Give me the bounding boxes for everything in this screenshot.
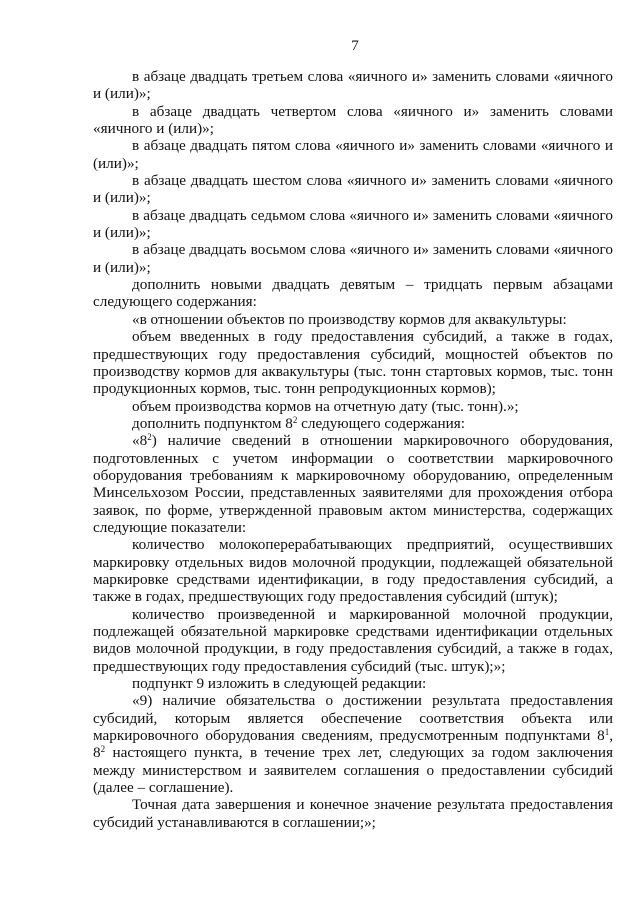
paragraph-text: дополнить новыми двадцать девятым – тридцать первым абзацами следующего содержания: bbox=[93, 276, 613, 311]
paragraph-text: подпункт 9 изложить в следующей редакции: bbox=[132, 675, 427, 693]
paragraph-text: количество произведенной и маркированной молочной продукции, подлежащей обязательной маркировке средствами идентификации отдельных видов молочной продукции, в году предоставления субсидий, а также в годах, предшествующих году предоставления субсидий (тыс. штук);»; bbox=[93, 605, 613, 675]
paragraph bbox=[93, 311, 613, 328]
paragraph bbox=[93, 207, 613, 242]
superscript: 2 bbox=[147, 432, 152, 443]
paragraph-text: следующего содержания: bbox=[297, 414, 465, 432]
paragraph bbox=[93, 137, 613, 172]
page-number: 7 bbox=[351, 38, 359, 54]
paragraph bbox=[93, 606, 613, 675]
paragraph-text: дополнить подпунктом 8 bbox=[132, 414, 293, 432]
paragraph bbox=[93, 432, 613, 536]
paragraph-text: , 8 bbox=[93, 727, 613, 762]
paragraph bbox=[93, 103, 613, 138]
paragraph-text: «9) наличие обязательства о достижении результата предоставления субсидий, которым является обеспечение соответствия объекта или маркировочного оборудования сведениям, предусмотренным подпунктами 8 bbox=[93, 692, 613, 745]
paragraph bbox=[93, 172, 613, 207]
paragraph-text: «в отношении объектов по производству кормов для аквакультуры: bbox=[132, 310, 567, 328]
paragraph bbox=[93, 328, 613, 397]
paragraph bbox=[93, 536, 613, 605]
paragraph-text: объем введенных в году предоставления субсидий, а также в годах, предшествующих году предоставления субсидий, мощностей объектов по производству кормов для аквакультуры (тыс. тонн стартовых кормов, тыс. тонн продукционных кормов, тыс. тонн репродукционных кормов); bbox=[93, 328, 613, 398]
paragraph-text: в абзаце двадцать шестом слова «яичного и» заменить словами «яичного и (или)»; bbox=[93, 172, 613, 207]
paragraph-text: в абзаце двадцать третьем слова «яичного и» заменить словами «яичного и (или)»; bbox=[93, 68, 613, 103]
paragraph-text: количество молокоперерабатывающих предприятий, осуществивших маркировку отдельных видов молочной продукции, подлежащей обязательной маркировке средствами идентификации, в году предоставления субсидий, а также в годах, предшествующих году предоставления субсидий (штук); bbox=[93, 536, 613, 606]
superscript: 1 bbox=[604, 727, 610, 738]
paragraph bbox=[93, 276, 613, 311]
paragraph-text: «8 bbox=[132, 432, 148, 450]
paragraph bbox=[93, 415, 613, 432]
paragraph-text: Точная дата завершения и конечное значение результата предоставления субсидий устанавливаются в соглашении;»; bbox=[93, 796, 613, 831]
paragraph-text: настоящего пункта, в течение трех лет, следующих за годом заключения между министерством и заявителем соглашения о предоставлении субсидий (далее – соглашение). bbox=[93, 744, 613, 797]
paragraph-text: объем производства кормов на отчетную дату (тыс. тонн).»; bbox=[132, 397, 519, 415]
superscript: 2 bbox=[100, 744, 106, 755]
paragraph-text: в абзаце двадцать восьмом слова «яичного и» заменить словами «яичного и (или)»; bbox=[93, 241, 613, 276]
document-body bbox=[93, 68, 613, 831]
paragraph-text: в абзаце двадцать седьмом слова «яичного и» заменить словами «яичного и (или)»; bbox=[93, 206, 613, 242]
paragraph bbox=[93, 796, 613, 831]
paragraph-text: в абзаце двадцать пятом слова «яичного и» заменить словами «яичного и (или)»; bbox=[93, 137, 613, 172]
paragraph-text: ) наличие сведений в отношении маркировочного оборудования, подготовленных с учетом информации о соответствии маркировочного оборудования требованиям к маркировочному оборудованию, определенным Минсельхозом России, представленных заявителями для прохождения отбора заявок, по форме, утвержденной правовым актом министерства, содержащих следующие показатели: bbox=[93, 432, 613, 536]
paragraph bbox=[93, 692, 613, 796]
paragraph-text: в абзаце двадцать четвертом слова «яичного и» заменить словами «яичного и (или)»; bbox=[93, 102, 613, 138]
paragraph bbox=[93, 68, 613, 103]
paragraph bbox=[93, 675, 613, 692]
paragraph bbox=[93, 398, 613, 415]
superscript: 2 bbox=[292, 414, 298, 425]
paragraph bbox=[93, 241, 613, 276]
